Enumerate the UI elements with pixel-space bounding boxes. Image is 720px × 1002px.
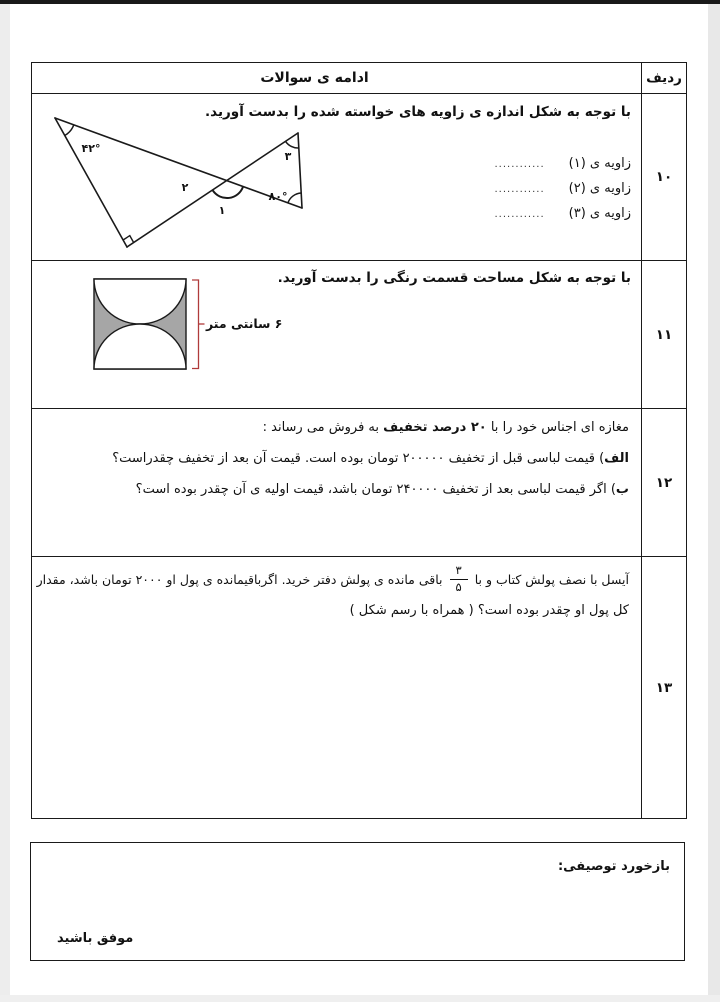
angle-1-arc [213, 187, 243, 198]
figure-line-a-d [55, 118, 302, 208]
three-fifths-fraction [450, 564, 468, 593]
angle-42-arc [65, 125, 74, 136]
question-11-number-cell [641, 261, 686, 408]
question-13-line-1 [38, 561, 629, 597]
figure-label-80deg: ۸۰° [268, 190, 288, 203]
question-12-content [32, 409, 641, 556]
intro-text-post: به فروش می رساند : [262, 420, 384, 435]
part-b-label: ب [615, 482, 629, 497]
figure-line-c-d [298, 133, 302, 208]
angle-2-label: زاویه ی (۲) [568, 181, 631, 196]
line1-text-pre: آیسل با نصف پولش کتاب و با [474, 571, 629, 587]
side-measure-bracket [192, 280, 205, 369]
header-continue-cell [32, 63, 641, 93]
questions-table [31, 62, 687, 819]
question-10-number-cell [641, 94, 686, 260]
question-13-text [32, 557, 641, 618]
fraction-numerator: ۳ [450, 564, 468, 579]
question-10-angle-list [495, 156, 632, 231]
question-13-number-cell [641, 557, 686, 818]
fraction-denominator: ۵ [455, 579, 462, 594]
photo-top-edge [0, 0, 720, 4]
descriptive-feedback-box [30, 842, 685, 961]
shaded-square-figure [93, 278, 211, 371]
continue-questions-label: ادامه ی سوالات [260, 70, 369, 86]
question-12-row [32, 409, 686, 557]
angle-80-arc [288, 193, 301, 203]
question-11-row [32, 261, 686, 409]
question-12-number-cell [641, 409, 686, 556]
intro-text-pre: مغازه ای اجناس خود را با [486, 420, 629, 435]
good-luck-label: موفق باشید [57, 931, 134, 946]
question-12-part-a-line [38, 443, 629, 474]
figure-label-angle2: ۲ [181, 181, 189, 194]
question-11-title: با توجه به شکل مساحت قسمت رنگی را بدست آورید. [277, 270, 631, 286]
discount-bold-text: ۲۰ درصد تخفیف [383, 420, 487, 435]
question-11-content [32, 261, 641, 408]
photo-left-edge [0, 4, 10, 1002]
table-header-row [32, 63, 686, 94]
question-13-row [32, 557, 686, 818]
part-a-label: الف [604, 451, 629, 466]
question-12-text [32, 409, 641, 505]
question-10-title: با توجه به شکل اندازه ی زاویه های خواسته شده را بدست آورید. [205, 104, 631, 120]
question-12-number: ۱۲ [655, 474, 673, 491]
angle-3-item [495, 206, 632, 222]
row-number-header-label: ردیف [646, 70, 682, 86]
figure-label-angle3: ۳ [284, 150, 292, 163]
bracket-line [192, 280, 199, 369]
header-row-number-cell [641, 63, 686, 93]
angle-1-label: زاویه ی (۱) [568, 156, 631, 171]
figure-label-42deg: ۴۲° [81, 142, 101, 155]
angle-2-item [495, 181, 632, 197]
angle-3-arc [286, 141, 299, 148]
angle-1-item [495, 156, 632, 172]
question-10-content [32, 94, 641, 260]
part-b-text: ) اگر قیمت لباسی بعد از تخفیف ۲۴۰۰۰۰ تومان باشد، قیمت اولیه ی آن چقدر بوده است؟ [135, 482, 616, 497]
angle-1-answer-leader: ............ [494, 159, 545, 170]
feedback-label: بازخورد توصیفی: [557, 859, 670, 874]
question-11-number: ۱۱ [655, 326, 673, 343]
photo-bottom-edge [0, 995, 720, 1002]
question-10-number: ۱۰ [655, 169, 673, 185]
question-12-intro-line [38, 412, 629, 443]
angle-3-label: زاویه ی (۳) [568, 206, 631, 221]
question-13-line-2: کل پول او چقدر بوده است؟ ( همراه با رسم شکل ) [349, 603, 629, 618]
photo-right-edge [708, 4, 720, 1002]
figure-label-angle1: ۱ [218, 204, 226, 217]
line1-text-post: باقی مانده ی پولش دفتر خرید. اگرباقیمانده ی پول او ۲۰۰۰ تومان باشد، مقدار [36, 571, 443, 587]
part-a-text: ) قیمت لباسی قبل از تخفیف ۲۰۰۰۰۰ تومان بوده است. قیمت آن بعد از تخفیف چقدراست؟ [112, 451, 605, 466]
question-13-number: ۱۳ [655, 679, 673, 696]
angle-2-answer-leader: ............ [494, 184, 545, 195]
question-12-part-b-line [38, 474, 629, 505]
question-10-row [32, 94, 686, 261]
figure-line-a-b [55, 118, 127, 247]
question-13-content [32, 557, 641, 818]
triangles-angle-figure [40, 110, 325, 258]
angle-3-answer-leader: ............ [494, 209, 545, 220]
square-side-length-label: ۶ سانتی متر [206, 316, 283, 331]
